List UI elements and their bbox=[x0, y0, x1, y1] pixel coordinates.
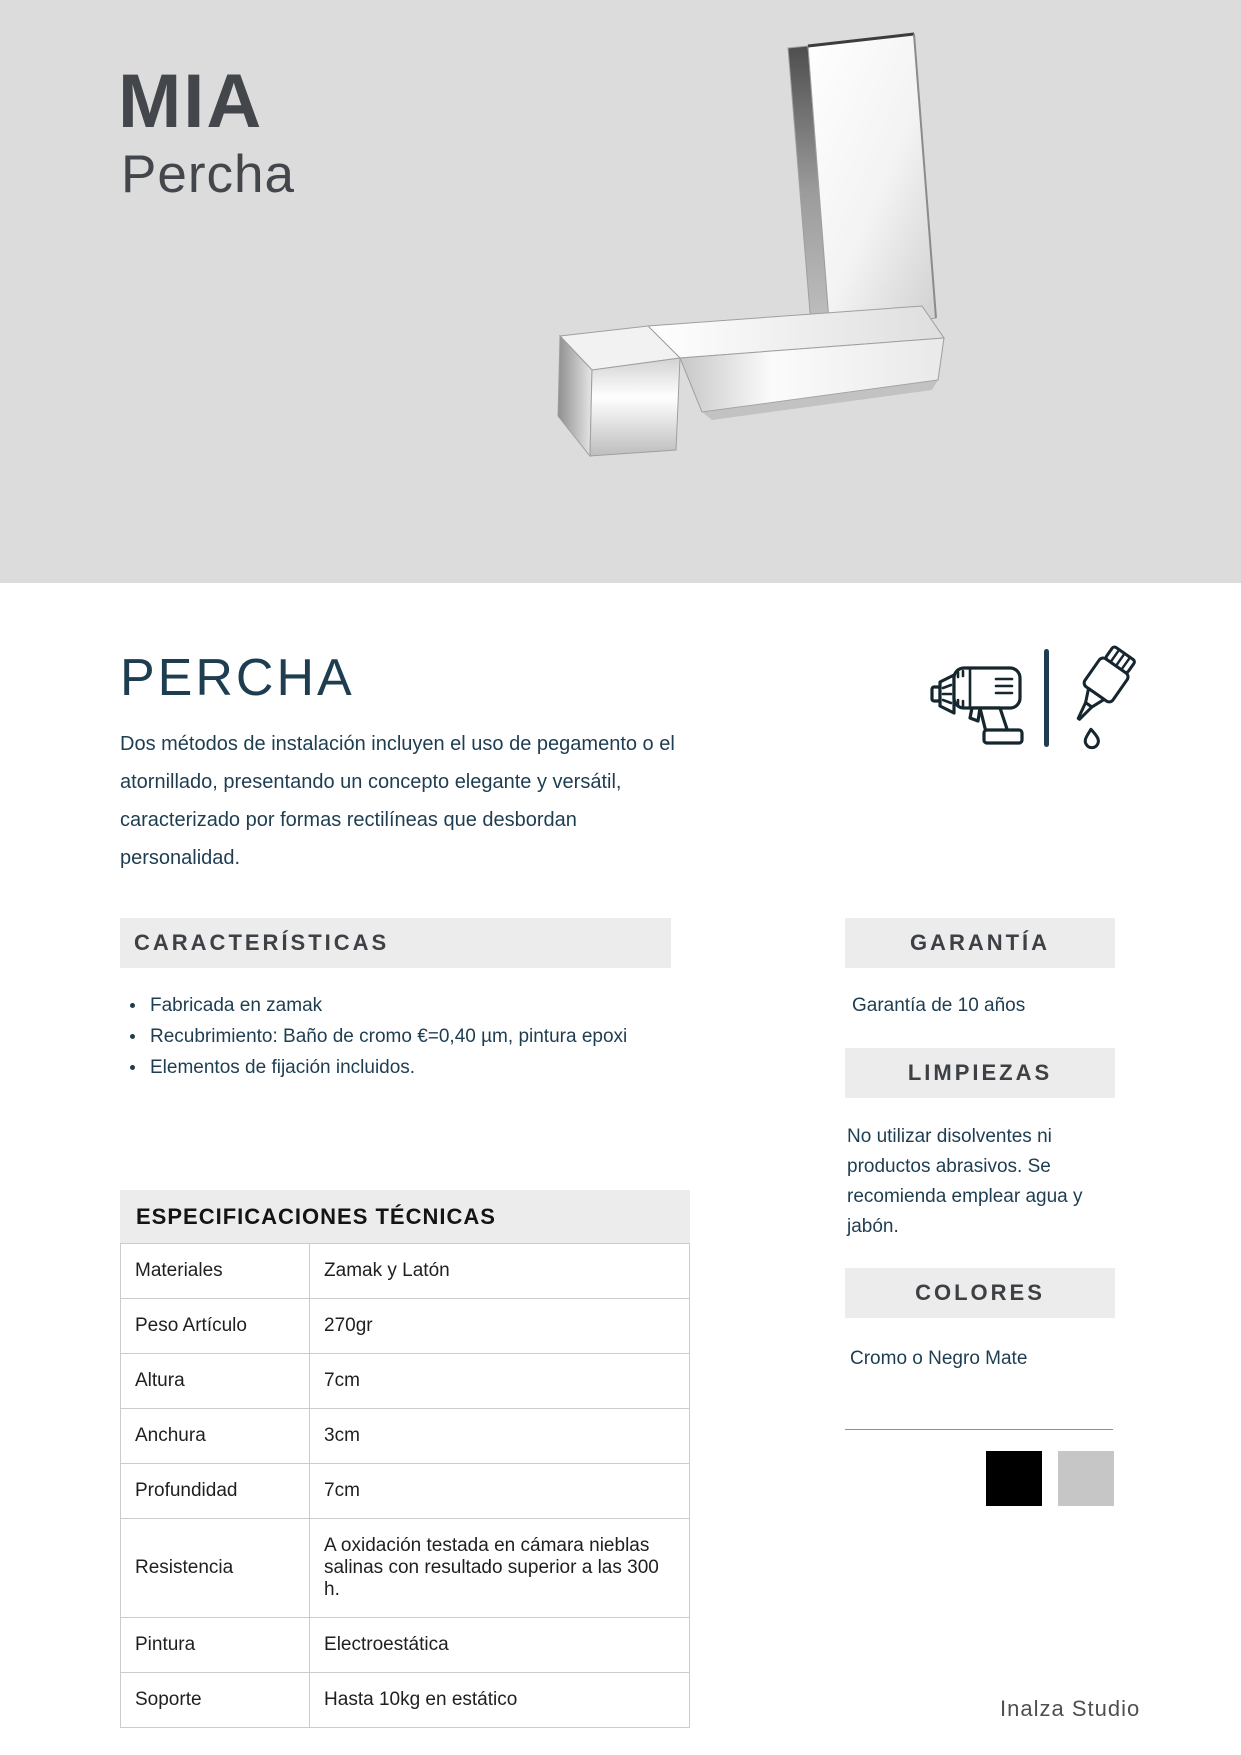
caracteristicas-title: CARACTERÍSTICAS bbox=[134, 930, 390, 955]
spec-label: Materiales bbox=[121, 1244, 310, 1299]
spec-value: 7cm bbox=[310, 1354, 690, 1409]
glue-icon bbox=[1067, 642, 1149, 754]
spec-value: Zamak y Latón bbox=[310, 1244, 690, 1299]
spec-label: Anchura bbox=[121, 1409, 310, 1464]
spec-value: A oxidación testada en cámara nieblas salinas con resultado superior a las 300 h. bbox=[310, 1519, 690, 1618]
colores-title: COLORES bbox=[915, 1280, 1045, 1305]
spec-value: 7cm bbox=[310, 1464, 690, 1519]
page-title: PERCHA bbox=[120, 649, 355, 707]
garantia-title: GARANTÍA bbox=[909, 930, 1051, 955]
garantia-text: Garantía de 10 años bbox=[852, 995, 1026, 1016]
spec-label: Soporte bbox=[121, 1673, 310, 1728]
limpiezas-header bbox=[845, 1048, 1115, 1098]
table-row bbox=[121, 1618, 690, 1673]
table-row bbox=[121, 1354, 690, 1409]
table-row bbox=[121, 1519, 690, 1618]
garantia-header bbox=[845, 918, 1115, 968]
colores-header bbox=[845, 1268, 1115, 1318]
brand-title: MIA bbox=[118, 59, 264, 144]
table-row bbox=[121, 1673, 690, 1728]
bullet-icon bbox=[130, 1034, 135, 1039]
studio-credit: Inalza Studio bbox=[1000, 1696, 1141, 1721]
spec-label: Altura bbox=[121, 1354, 310, 1409]
list-item: Fabricada en zamak bbox=[128, 990, 627, 1021]
table-row bbox=[121, 1464, 690, 1519]
especificaciones-header: ESPECIFICACIONES TÉCNICAS bbox=[120, 1190, 690, 1243]
bullet-icon bbox=[130, 1065, 135, 1070]
list-item: Recubrimiento: Baño de cromo €=0,40 µm, pintura epoxi bbox=[128, 1021, 627, 1052]
hero-section bbox=[0, 0, 1241, 583]
spec-label: Resistencia bbox=[121, 1519, 310, 1618]
spec-label: Profundidad bbox=[121, 1464, 310, 1519]
limpiezas-title: LIMPIEZAS bbox=[907, 1060, 1053, 1085]
caracteristicas-list bbox=[128, 990, 627, 1083]
color-swatches bbox=[986, 1451, 1114, 1506]
color-swatch-cromo bbox=[1058, 1451, 1114, 1506]
spec-label: Pintura bbox=[121, 1618, 310, 1673]
spec-value: 3cm bbox=[310, 1409, 690, 1464]
spec-value: Hasta 10kg en estático bbox=[310, 1673, 690, 1728]
table-row bbox=[121, 1244, 690, 1299]
colores-text: Cromo o Negro Mate bbox=[850, 1348, 1028, 1369]
brand-subtitle: Percha bbox=[121, 145, 295, 204]
icons-divider bbox=[1044, 649, 1049, 747]
list-item: Elementos de fijación incluidos. bbox=[128, 1052, 627, 1083]
divider-line bbox=[845, 1429, 1113, 1430]
color-swatch-negro-mate bbox=[986, 1451, 1042, 1506]
especificaciones-table bbox=[120, 1243, 690, 1728]
installation-icons bbox=[930, 642, 1149, 754]
caracteristicas-header bbox=[120, 918, 671, 968]
spec-label: Peso Artículo bbox=[121, 1299, 310, 1354]
drill-icon bbox=[930, 652, 1026, 745]
product-image-chrome-hook bbox=[530, 18, 970, 458]
spec-value: 270gr bbox=[310, 1299, 690, 1354]
bullet-icon bbox=[130, 1003, 135, 1008]
spec-value: Electroestática bbox=[310, 1618, 690, 1673]
limpiezas-text: No utilizar disolventes ni productos abrasivos. Se recomienda emplear agua y jabón. bbox=[847, 1126, 1083, 1237]
intro-description: Dos métodos de instalación incluyen el uso de pegamento o el atornillado, presentando un concepto elegante y versátil, caracterizado por formas rectilíneas que desbordan personalidad. bbox=[120, 733, 675, 869]
table-row bbox=[121, 1299, 690, 1354]
table-row bbox=[121, 1409, 690, 1464]
